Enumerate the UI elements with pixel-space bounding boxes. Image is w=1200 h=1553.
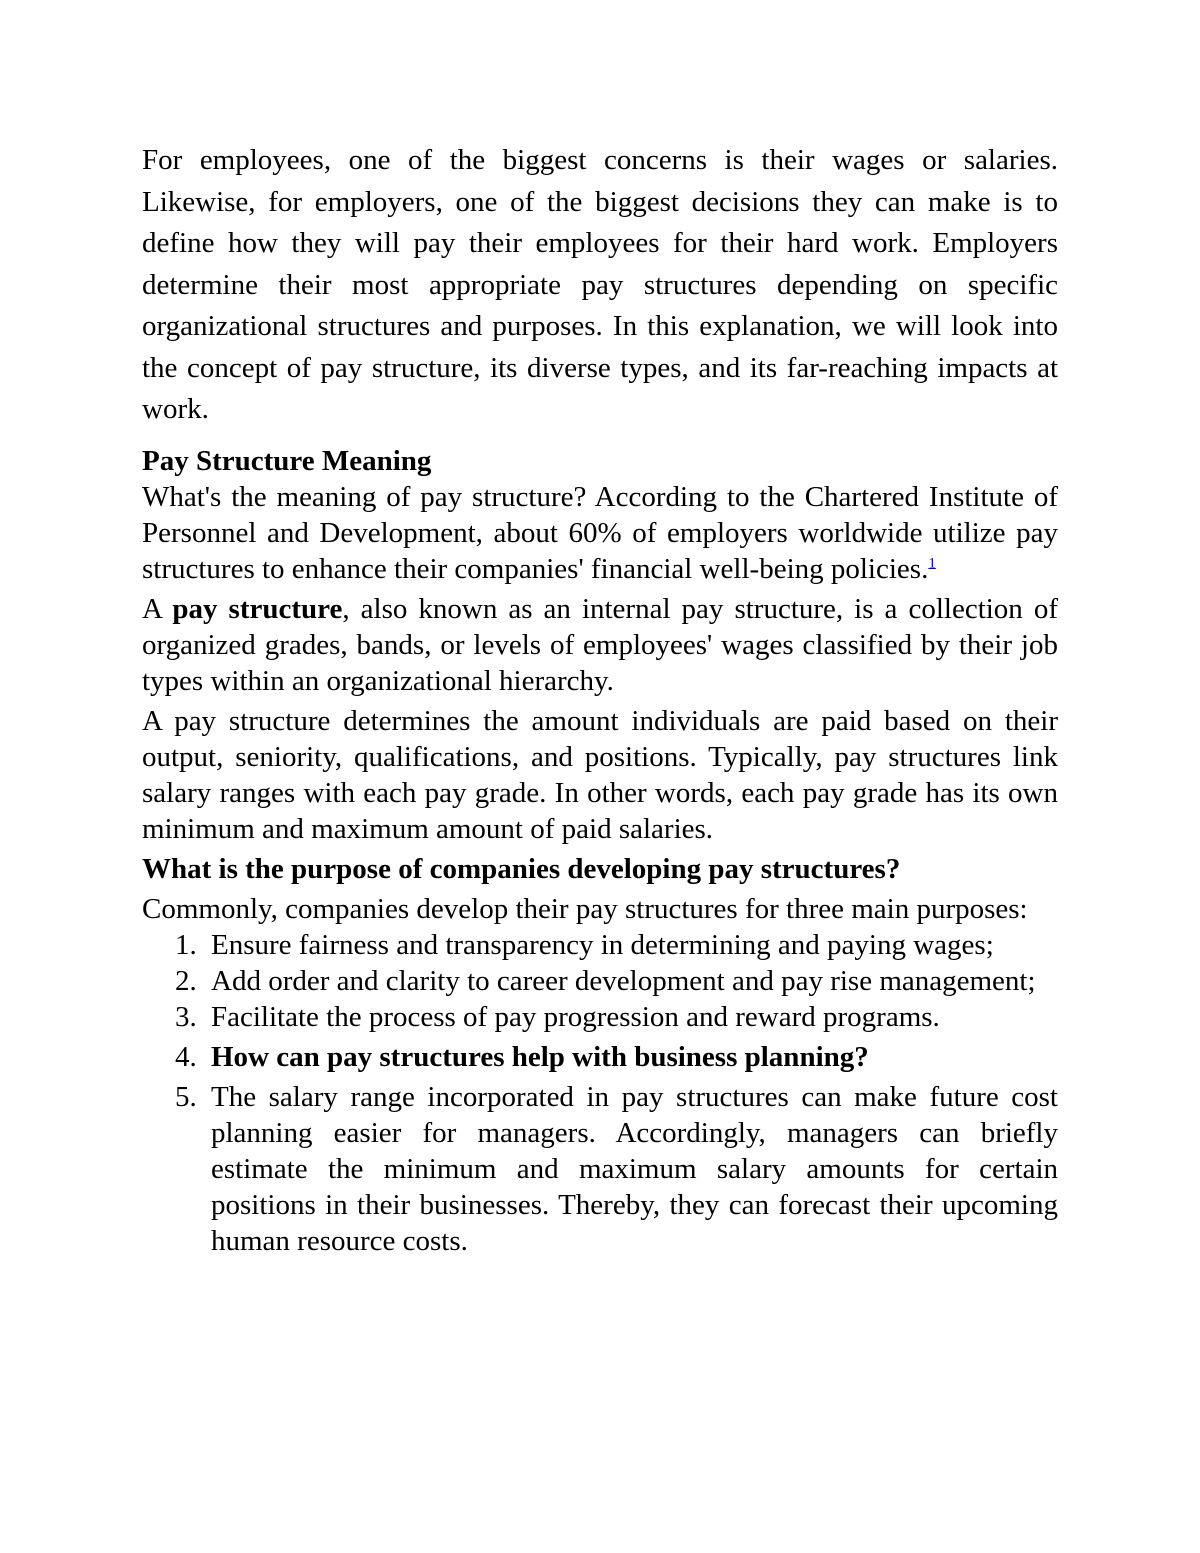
list-item-number: 5. [175, 1080, 197, 1113]
list-item-text: Ensure fairness and transparency in determining and paying wages; [211, 928, 994, 961]
purpose-heading: What is the purpose of companies developing pay structures? [142, 852, 901, 885]
purpose-list [142, 927, 1058, 1259]
meaning-paragraph-text: What's the meaning of pay structure? According to the Chartered Institute of Personnel and Development, about 60% of employers worldwide utilize pay structures to enhance their companies' financial well-being policies. [142, 480, 1058, 585]
list-item [142, 999, 1058, 1035]
list-item-text: Add order and clarity to career development and pay rise management; [211, 964, 1036, 997]
meaning-paragraph [142, 479, 1058, 587]
definition-paragraph [142, 591, 1058, 699]
list-item-text: How can pay structures help with business planning? [211, 1040, 869, 1073]
definition-rest: , also known as an internal pay structure, is a collection of organized grades, bands, or levels of employees' wages classified by their job types within an organizational hierarchy. [142, 592, 1058, 697]
definition-term: pay structure [172, 592, 343, 625]
list-item-number: 3. [175, 1000, 197, 1033]
list-item [142, 1079, 1058, 1259]
list-item-text: The salary range incorporated in pay structures can make future cost planning easier for managers. Accordingly, managers can briefly estimate the minimum and maximum salary amounts for certain positions in their businesses. Thereby, they can forecast their upcoming human resource costs. [211, 1080, 1058, 1257]
pay-structure-meaning-heading: Pay Structure Meaning [142, 444, 432, 477]
determination-paragraph: A pay structure determines the amount individuals are paid based on their output, seniority, qualifications, and positions. Typically, pay structures link salary ranges with each pay grade. In other words, each pay grade has its own minimum and maximum amount of paid salaries. [142, 704, 1058, 845]
list-item-number: 1. [175, 928, 197, 961]
list-item [142, 927, 1058, 963]
list-item-text: Facilitate the process of pay progression and reward programs. [211, 1000, 940, 1033]
document-page [142, 140, 1058, 1259]
footnote-link[interactable]: 1 [928, 554, 936, 571]
definition-prefix: A [142, 592, 173, 625]
list-item [142, 1039, 1058, 1075]
list-item-number: 4. [175, 1040, 197, 1073]
intro-paragraph: For employees, one of the biggest concerns is their wages or salaries. Likewise, for employers, one of the biggest decisions they can make is to define how they will pay their employees for their hard work. Employers determine their most appropriate pay structures depending on specific organizational structures and purposes. In this explanation, we will look into the concept of pay structure, its diverse types, and its far-reaching impacts at work. [142, 144, 1058, 425]
list-item [142, 963, 1058, 999]
purpose-intro-paragraph: Commonly, companies develop their pay structures for three main purposes: [142, 892, 1028, 925]
list-item-number: 2. [175, 964, 197, 997]
